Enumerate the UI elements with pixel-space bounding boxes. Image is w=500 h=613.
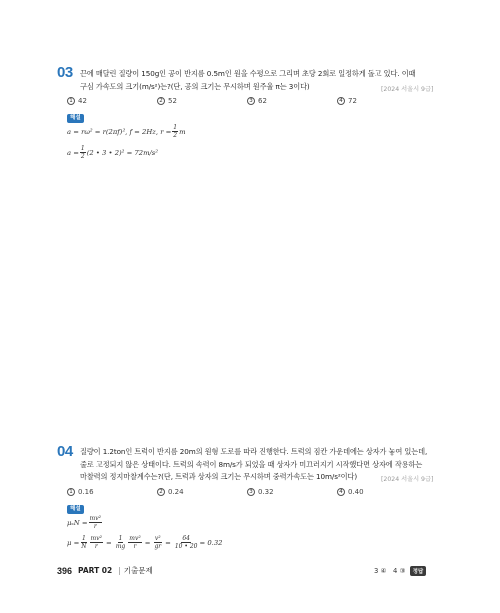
choice-text: 0.24: [168, 488, 184, 496]
question-3-line-2: [80, 81, 415, 94]
question-3-solution-eq-2: [67, 145, 158, 160]
equals-sign: =: [165, 538, 171, 547]
choice-text: 42: [78, 97, 87, 105]
question-4-solution-eq-1: [67, 515, 103, 530]
question-3-choice-1[interactable]: [67, 97, 157, 105]
choice-number-icon: 3: [247, 97, 255, 105]
eq-text: a =: [67, 148, 79, 157]
question-4-choice-3[interactable]: [247, 488, 337, 496]
question-4-solution-badge: 해설: [67, 505, 84, 514]
choice-text: 0.32: [258, 488, 274, 496]
question-4-choice-1[interactable]: [67, 488, 157, 496]
eq-text: a = rω² = r(2πf)², f = 2Hz, r =: [67, 127, 172, 136]
denominator: 2: [173, 132, 178, 139]
numerator: mv²: [90, 535, 103, 542]
choice-text: 62: [258, 97, 267, 105]
choice-number-icon: 4: [337, 488, 345, 496]
numerator: 1: [80, 145, 85, 152]
denominator: 2: [80, 153, 85, 160]
fraction: [80, 535, 87, 550]
fraction: [174, 535, 199, 550]
eq-text: (2 • 3 • 2)² = 72m/s²: [86, 148, 159, 157]
numerator: v²: [154, 535, 161, 542]
question-3-choices: [67, 97, 397, 105]
numerator: 64: [182, 535, 190, 542]
choice-number-icon: 2: [157, 488, 165, 496]
numerator: mv²: [129, 535, 141, 542]
question-4-line-1: 질량이 1.2ton인 트럭이 반지름 20m의 원형 도로를 따라 진행한다. 트럭의 짐칸 가운데에는 상자가 놓여 있는데,: [80, 447, 428, 456]
eq-text: μₛN =: [67, 518, 88, 527]
choice-text: 0.16: [78, 488, 94, 496]
question-4-solution-eq-2: [67, 535, 222, 550]
footer-separator: |: [118, 566, 121, 575]
fraction: [90, 535, 103, 550]
question-4-source: [2024 서울시 9급]: [381, 476, 434, 483]
question-3-line-2-text: 구심 가속도의 크기(m/s²)는?(단, 공의 크기는 무시하며 원주율 π는 3이다): [80, 81, 310, 91]
answer-badge: 정답: [410, 566, 427, 576]
question-4-stem: [80, 446, 427, 484]
choice-text: 52: [168, 97, 177, 105]
denominator: mg: [115, 543, 126, 550]
fraction: [153, 535, 162, 550]
question-3-choice-2[interactable]: [157, 97, 247, 105]
fraction: [80, 145, 86, 160]
denominator: gr: [154, 543, 162, 550]
question-3-solution-eq-1: [67, 124, 186, 139]
denominator: r: [93, 523, 97, 530]
question-3-line-1: 끈에 매달린 질량이 150g인 공이 반지름 0.5m인 원을 수평으로 그리며 초당 2회로 일정하게 돌고 있다. 이때: [80, 69, 416, 78]
choice-number-icon: 1: [67, 488, 75, 496]
question-4-choices: [67, 488, 397, 496]
question-4-line-2: 줄로 고정되지 않은 상태이다. 트럭의 속력이 8m/s가 되었을 때 상자가 미끄러지기 시작했다면 상자에 작용하는: [80, 459, 423, 469]
section-label: 기출문제: [123, 566, 153, 575]
choice-number-icon: 4: [337, 97, 345, 105]
choice-number-icon: 1: [67, 97, 75, 105]
answer-key: [374, 566, 426, 576]
question-4-number: 04: [57, 443, 73, 460]
equals-sign: =: [106, 538, 112, 547]
numerator: mv²: [89, 515, 101, 522]
question-3-solution-badge: 해설: [67, 114, 84, 123]
numerator: 1: [81, 535, 86, 542]
choice-number-icon: 3: [247, 488, 255, 496]
question-3-choice-3[interactable]: [247, 97, 337, 105]
question-3-number: 03: [57, 64, 73, 81]
denominator: N: [81, 543, 87, 550]
equals-sign: =: [144, 538, 151, 547]
numerator: 1: [173, 124, 178, 131]
question-4-line-3: 마찰력의 정지마찰계수는?(단, 트럭과 상자의 크기는 무시하며 중력가속도는 10m/s²이다): [80, 472, 358, 481]
answer-values: 3 ④ 4 ③: [374, 567, 406, 575]
numerator: 1: [118, 535, 123, 542]
choice-number-icon: 2: [157, 97, 165, 105]
denominator: r: [94, 543, 98, 550]
fraction: [128, 535, 141, 550]
eq-unit: m: [179, 127, 186, 136]
fraction: [89, 515, 102, 530]
choice-text: 0.40: [348, 488, 364, 496]
question-4-choice-4[interactable]: [337, 488, 397, 496]
choice-text: 72: [348, 97, 357, 105]
question-4-choice-2[interactable]: [157, 488, 247, 496]
eq-text: = 0.32: [199, 538, 223, 547]
fraction: [115, 535, 127, 550]
denominator: r: [133, 543, 137, 550]
page-footer: [57, 565, 153, 576]
eq-text: μ =: [67, 538, 80, 547]
question-3-source: [2024 서울시 9급]: [381, 86, 434, 93]
part-label: PART 02: [78, 566, 113, 575]
fraction: [172, 124, 178, 139]
question-3-choice-4[interactable]: [337, 97, 397, 105]
denominator: 10 • 20: [174, 543, 198, 550]
question-3-stem: [80, 68, 415, 93]
page-number: 396: [57, 565, 73, 576]
